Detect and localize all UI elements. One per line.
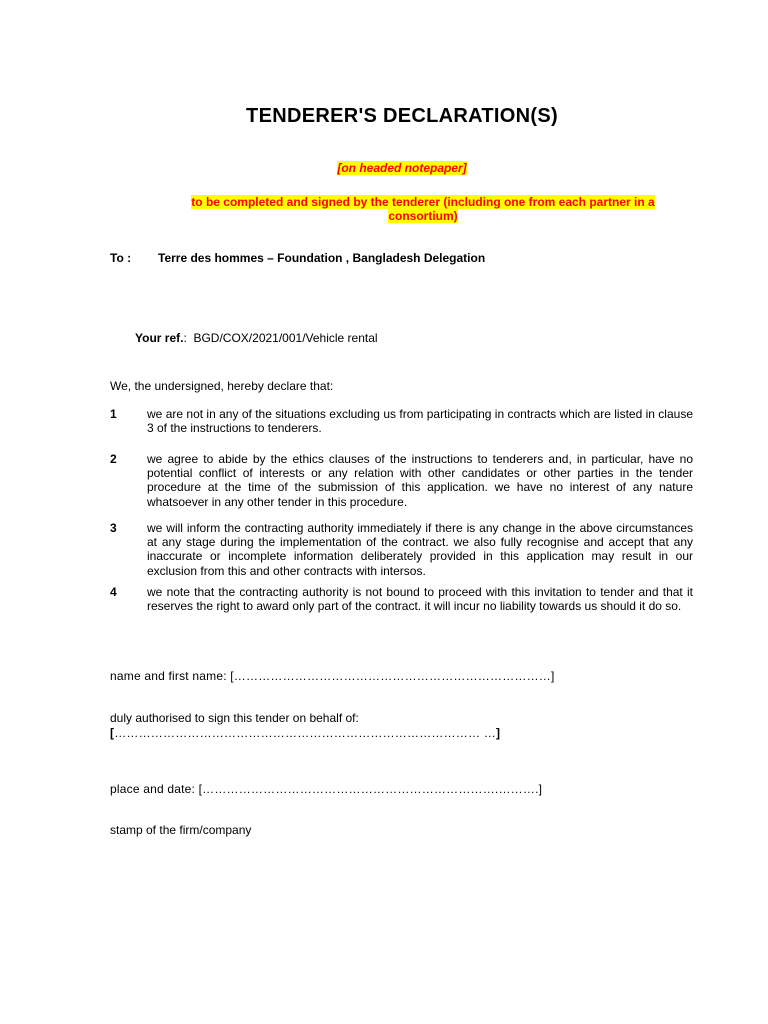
name-field: name and first name: [……………………………………………………………………] bbox=[110, 669, 555, 683]
declaration-item-number-3: 3 bbox=[110, 521, 117, 535]
declaration-item-number-2: 2 bbox=[110, 452, 117, 466]
completion-instructions-text: to be completed and signed by the tenderer (including one from each partner in a consortium) bbox=[191, 195, 655, 223]
declaration-item-number-4: 4 bbox=[110, 585, 117, 599]
addressee-name: Terre des hommes – Foundation , Bangladesh Delegation bbox=[158, 251, 486, 265]
authorised-dots: ……………………………………………………………………………… … bbox=[114, 726, 496, 740]
declaration-item-number-1: 1 bbox=[110, 407, 117, 421]
reference-value: BGD/COX/2021/001/Vehicle rental bbox=[193, 331, 378, 345]
declaration-intro: We, the undersigned, hereby declare that: bbox=[110, 379, 334, 393]
authorised-close-bracket: ] bbox=[495, 726, 501, 740]
addressee-row bbox=[110, 251, 485, 265]
document-title: TENDERER'S DECLARATION(S) bbox=[246, 105, 558, 127]
authorised-label: duly authorised to sign this tender on behalf of: bbox=[110, 711, 359, 725]
authorised-entry-line bbox=[110, 726, 500, 740]
stamp-label: stamp of the firm/company bbox=[110, 823, 252, 837]
declaration-item-text-3: we will inform the contracting authority immediately if there is any change in the above circumstances at any stage during the implementation of the contract. we also fully recognise and accept that any inaccurate or incomplete information deliberately provided in this application may result in our exclusion from this and other contracts with intersos. bbox=[147, 521, 693, 578]
to-label: To : bbox=[110, 251, 132, 265]
reference-label: Your ref. bbox=[135, 331, 184, 345]
headed-notepaper-text: [on headed notepaper] bbox=[337, 161, 467, 175]
headed-notepaper-note bbox=[0, 161, 768, 175]
declaration-item-text-2: we agree to abide by the ethics clauses of the instructions to tenderers and, in particular, have no potential conflict of interests or any relation with other candidates or other parties in the tender procedure at the time of the submission of this application. we have no interest of any nature whatsoever in any other tender in this procedure. bbox=[147, 452, 693, 509]
reference-separator: : bbox=[183, 331, 187, 345]
place-date-field: place and date: [……………………………………………………………….……….] bbox=[110, 782, 543, 796]
declaration-item-text-1: we are not in any of the situations excluding us from participating in contracts which are listed in clause 3 of the instructions to tenderers. bbox=[147, 407, 693, 436]
completion-instructions bbox=[160, 195, 686, 223]
declaration-item-text-4: we note that the contracting authority is not bound to proceed with this invitation to tender and that it reserves the right to award only part of the contract. it will incur no liability towards us should it do so. bbox=[147, 585, 693, 614]
reference-row bbox=[135, 331, 378, 345]
authorised-open-bracket: [ bbox=[110, 726, 115, 740]
